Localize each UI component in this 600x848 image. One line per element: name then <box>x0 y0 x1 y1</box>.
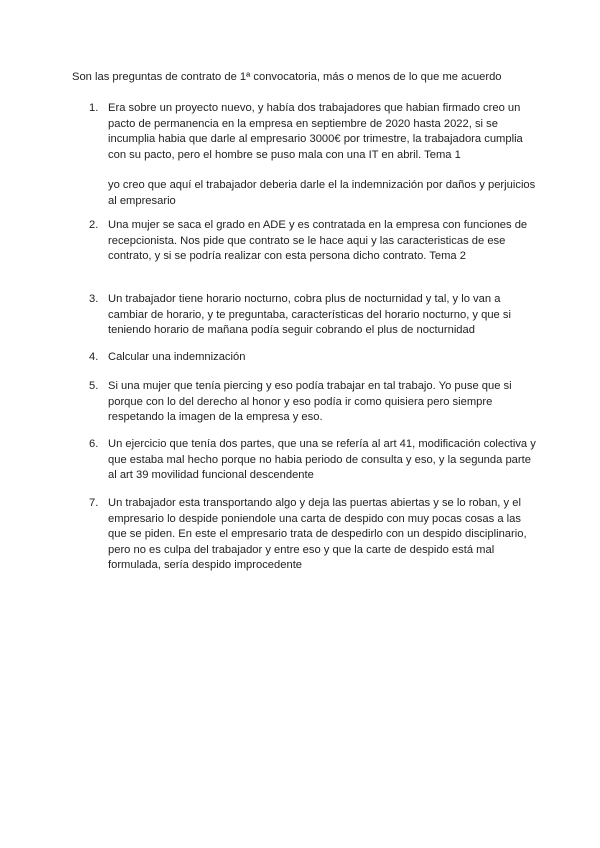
item-text: Era sobre un proyecto nuevo, y había dos trabajadores que habian firmado creo un pacto de permanencia en la empresa en septiembre de 2020 hasta 2022, si se incumplia habia que darle al empresario 3000€ por trimestre, la trabajadora cumplia con su pacto, pero el hombre se puso mala con una IT en abril. Tema 1 <box>108 102 523 161</box>
list-item-3 <box>72 292 542 339</box>
item-text: Si una mujer que tenía piercing y eso podía trabajar en tal trabajo. Yo puse que si porque con lo del derecho al honor y eso podía ir como quisiera pero siempre respetando la imagen de la empresa y eso. <box>108 380 512 423</box>
list-item-5 <box>72 379 542 426</box>
list-item-6 <box>72 437 542 484</box>
item-text: Un trabajador tiene horario nocturno, cobra plus de nocturnidad y tal, y lo van a cambiar de horario, y te preguntaba, características del horario nocturno, y que si teniendo horario de mañana podía seguir cobrando el plus de nocturnidad <box>108 293 511 336</box>
list-item-4 <box>72 350 542 366</box>
list-item-2 <box>72 218 542 265</box>
item-text: Un ejercicio que tenía dos partes, que una se refería al art 41, modificación colectiva y que estaba mal hecho porque no habia periodo de consulta y eso, y la segunda parte al art 39 movilidad funcional descendente <box>108 438 536 481</box>
item-number: 7. <box>89 497 99 509</box>
intro-text: Son las preguntas de contrato de 1ª convocatoria, más o menos de lo que me acuerdo <box>72 71 502 83</box>
item-number: 6. <box>89 438 99 450</box>
list-item-7 <box>72 496 542 574</box>
item-text: Un trabajador esta transportando algo y deja las puertas abiertas y se lo roban, y el empresario lo despide poniendole una carta de despido con muy pocas cosas a las que se piden. En este el empresario trata de despedirlo con un despido disciplinario, pero no es culpa del trabajador y entre eso y que la carte de despido está mal formulada, sería despido improcedente <box>108 497 527 571</box>
item-text: Calcular una indemnización <box>108 351 246 363</box>
item-number: 1. <box>89 102 99 114</box>
item-number: 3. <box>89 293 99 305</box>
item-number: 5. <box>89 380 99 392</box>
list-item-1 <box>72 101 542 209</box>
item-number: 4. <box>89 351 99 363</box>
item-number: 2. <box>89 219 99 231</box>
item-text: Una mujer se saca el grado en ADE y es contratada en la empresa con funciones de recepcionista. Nos pide que contrato se le hace aqui y las caracteristicas de ese contrato, y si se podría realizar con esta persona dicho contrato. Tema 2 <box>108 219 528 262</box>
item-note: yo creo que aquí el trabajador deberia darle el la indemnización por daños y perjuicios al empresario <box>108 179 536 207</box>
